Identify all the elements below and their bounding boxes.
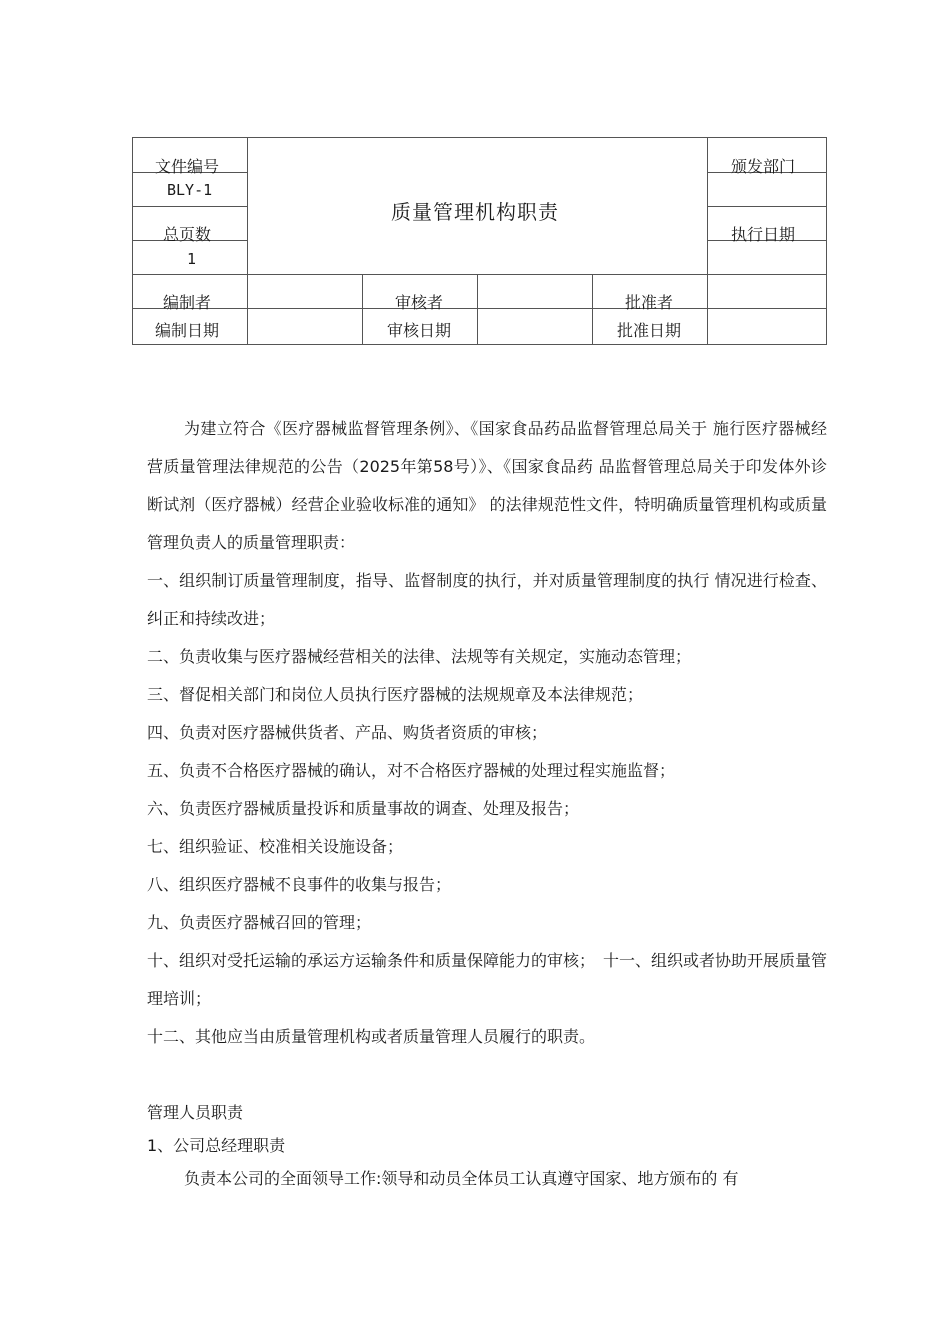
duty-item: 十、组织对受托运输的承运方运输条件和质量保障能力的审核； 十一、组织或者协助开展质量管理培训； [147, 951, 828, 1008]
effective-date-label: 执行日期 [731, 225, 796, 244]
approve-date-label: 批准日期 [617, 321, 682, 340]
section-heading: 管理人员职责 [147, 1103, 244, 1122]
duty-item: 六、负责医疗器械质量投诉和质量事故的调查、处理及报告； [147, 799, 580, 818]
grid-line [592, 274, 593, 344]
duty-item: 七、组织验证、校准相关设施设备； [147, 837, 404, 856]
duty-item: 一、组织制订质量管理制度，指导、监督制度的执行，并对质量管理制度的执行 情况进行检查、纠正和持续改进； [147, 571, 827, 628]
management-section [147, 1096, 827, 1195]
section-paragraph: 负责本公司的全面领导工作:领导和动员全体员工认真遵守国家、地方颁布的 有 [184, 1169, 739, 1188]
duty-item: 二、负责收集与医疗器械经营相关的法律、法规等有关规定，实施动态管理； [147, 647, 692, 666]
review-date-label: 审核日期 [387, 321, 452, 340]
grid-line [707, 138, 708, 344]
grid-line [133, 206, 247, 207]
grid-line [362, 274, 363, 344]
grid-line [707, 206, 826, 207]
duty-item: 三、督促相关部门和岗位人员执行医疗器械的法规规章及本法律规范； [147, 685, 644, 704]
duty-item: 八、组织医疗器械不良事件的收集与报告； [147, 875, 452, 894]
reviewer-label: 审核者 [395, 293, 444, 312]
section-subheading: 1、公司总经理职责 [147, 1136, 286, 1155]
grid-line [247, 138, 248, 344]
document-header-table [132, 137, 827, 345]
grid-line [477, 274, 478, 344]
author-label: 编制者 [163, 293, 212, 312]
duty-item: 十二、其他应当由质量管理机构或者质量管理人员履行的职责。 [147, 1027, 596, 1046]
intro-paragraph: 为建立符合《医疗器械监督管理条例》、《国家食品药品监督管理总局关于 施行医疗器械经营质量管理法律规范的公告（2025年第58号）》、《国家食品药 品监督管理总局关于印发体外诊断试剂（医疗器械）经营企业验收标准的通知》 的法律规范性文件，特明确质量管理机构或质量管理负责人的质量管理职责： [147, 419, 827, 552]
issue-dept-label: 颁发部门 [731, 157, 796, 176]
duty-item: 五、负责不合格医疗器械的确认，对不合格医疗器械的处理过程实施监督； [147, 761, 676, 780]
grid-line [133, 274, 826, 275]
doc-no-label: 文件编号 [155, 157, 220, 176]
document-body [147, 410, 827, 1056]
duty-item: 九、负责医疗器械召回的管理； [147, 913, 372, 932]
total-pages-label: 总页数 [163, 225, 212, 244]
author-date-label: 编制日期 [155, 321, 220, 340]
total-pages-value: 1 [187, 250, 197, 268]
approver-label: 批准者 [625, 293, 674, 312]
duty-item: 四、负责对医疗器械供货者、产品、购货者资质的审核； [147, 723, 548, 742]
document-title: 质量管理机构职责 [391, 200, 559, 224]
doc-no-value: BLY-1 [167, 181, 213, 199]
grid-line [133, 308, 826, 309]
